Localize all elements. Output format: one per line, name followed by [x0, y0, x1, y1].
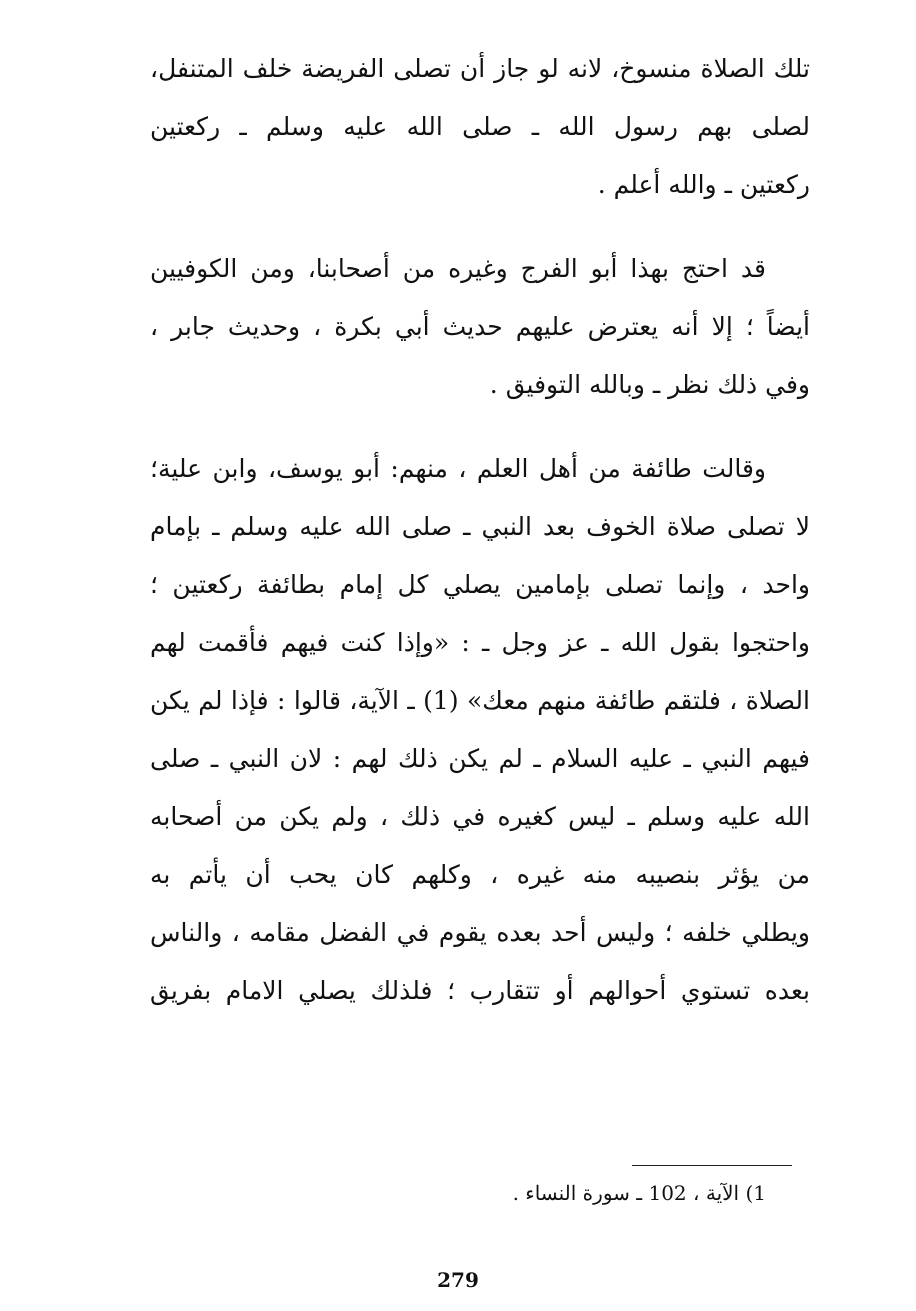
- text-line: واحتجوا بقول الله ـ عز وجل ـ : «وإذا كنت فيهم فأقمت لهم: [150, 628, 810, 657]
- footnote: 1) الآية ، 102 ـ سورة النساء .: [512, 1181, 766, 1205]
- text-line: قد احتج بهذا أبو الفرج وغيره من أصحابنا، ومن الكوفيين: [150, 254, 766, 283]
- text-line: ويطلي خلفه ؛ وليس أحد بعده يقوم في الفضل مقامه ، والناس: [150, 918, 810, 947]
- body-text: [150, 40, 810, 1046]
- text-line: تلك الصلاة منسوخ، لانه لو جاز أن تصلى الفريضة خلف المتنفل،: [150, 54, 810, 83]
- paragraph-2: [150, 240, 810, 414]
- page-number: 279: [437, 1268, 479, 1292]
- text-line: واحد ، وإنما تصلى بإمامين يصلي كل إمام بطائفة ركعتين ؛: [150, 570, 810, 599]
- text-line: الصلاة ، فلتقم طائفة منهم معك» (1) ـ الآية، قالوا : فإذا لم يكن: [150, 686, 810, 715]
- text-line: فيهم النبي ـ عليه السلام ـ لم يكن ذلك لهم : لان النبي ـ صلى: [150, 744, 810, 773]
- text-line: وقالت طائفة من أهل العلم ، منهم: أبو يوسف، وابن علية؛: [150, 454, 766, 483]
- text-line: ركعتين ـ والله أعلم .: [597, 170, 810, 199]
- text-line: بعده تستوي أحوالهم أو تتقارب ؛ فلذلك يصلي الامام بفريق: [150, 976, 810, 1005]
- text-line: الله عليه وسلم ـ ليس كغيره في ذلك ، ولم يكن من أصحابه: [150, 802, 810, 831]
- text-line: لا تصلى صلاة الخوف بعد النبي ـ صلى الله عليه وسلم ـ بإمام: [150, 512, 810, 541]
- text-line: وفي ذلك نظر ـ وبالله التوفيق .: [489, 370, 810, 399]
- text-line: أيضاً ؛ إلا أنه يعترض عليهم حديث أبي بكرة ، وحديث جابر ،: [150, 312, 810, 341]
- text-line: لصلى بهم رسول الله ـ صلى الله عليه وسلم ـ ركعتين: [150, 112, 810, 141]
- paragraph-3: [150, 440, 810, 1020]
- text-line: من يؤثر بنصيبه منه غيره ، وكلهم كان يحب أن يأتم به: [150, 860, 810, 889]
- paragraph-1: [150, 40, 810, 214]
- footnote-divider: [632, 1165, 792, 1166]
